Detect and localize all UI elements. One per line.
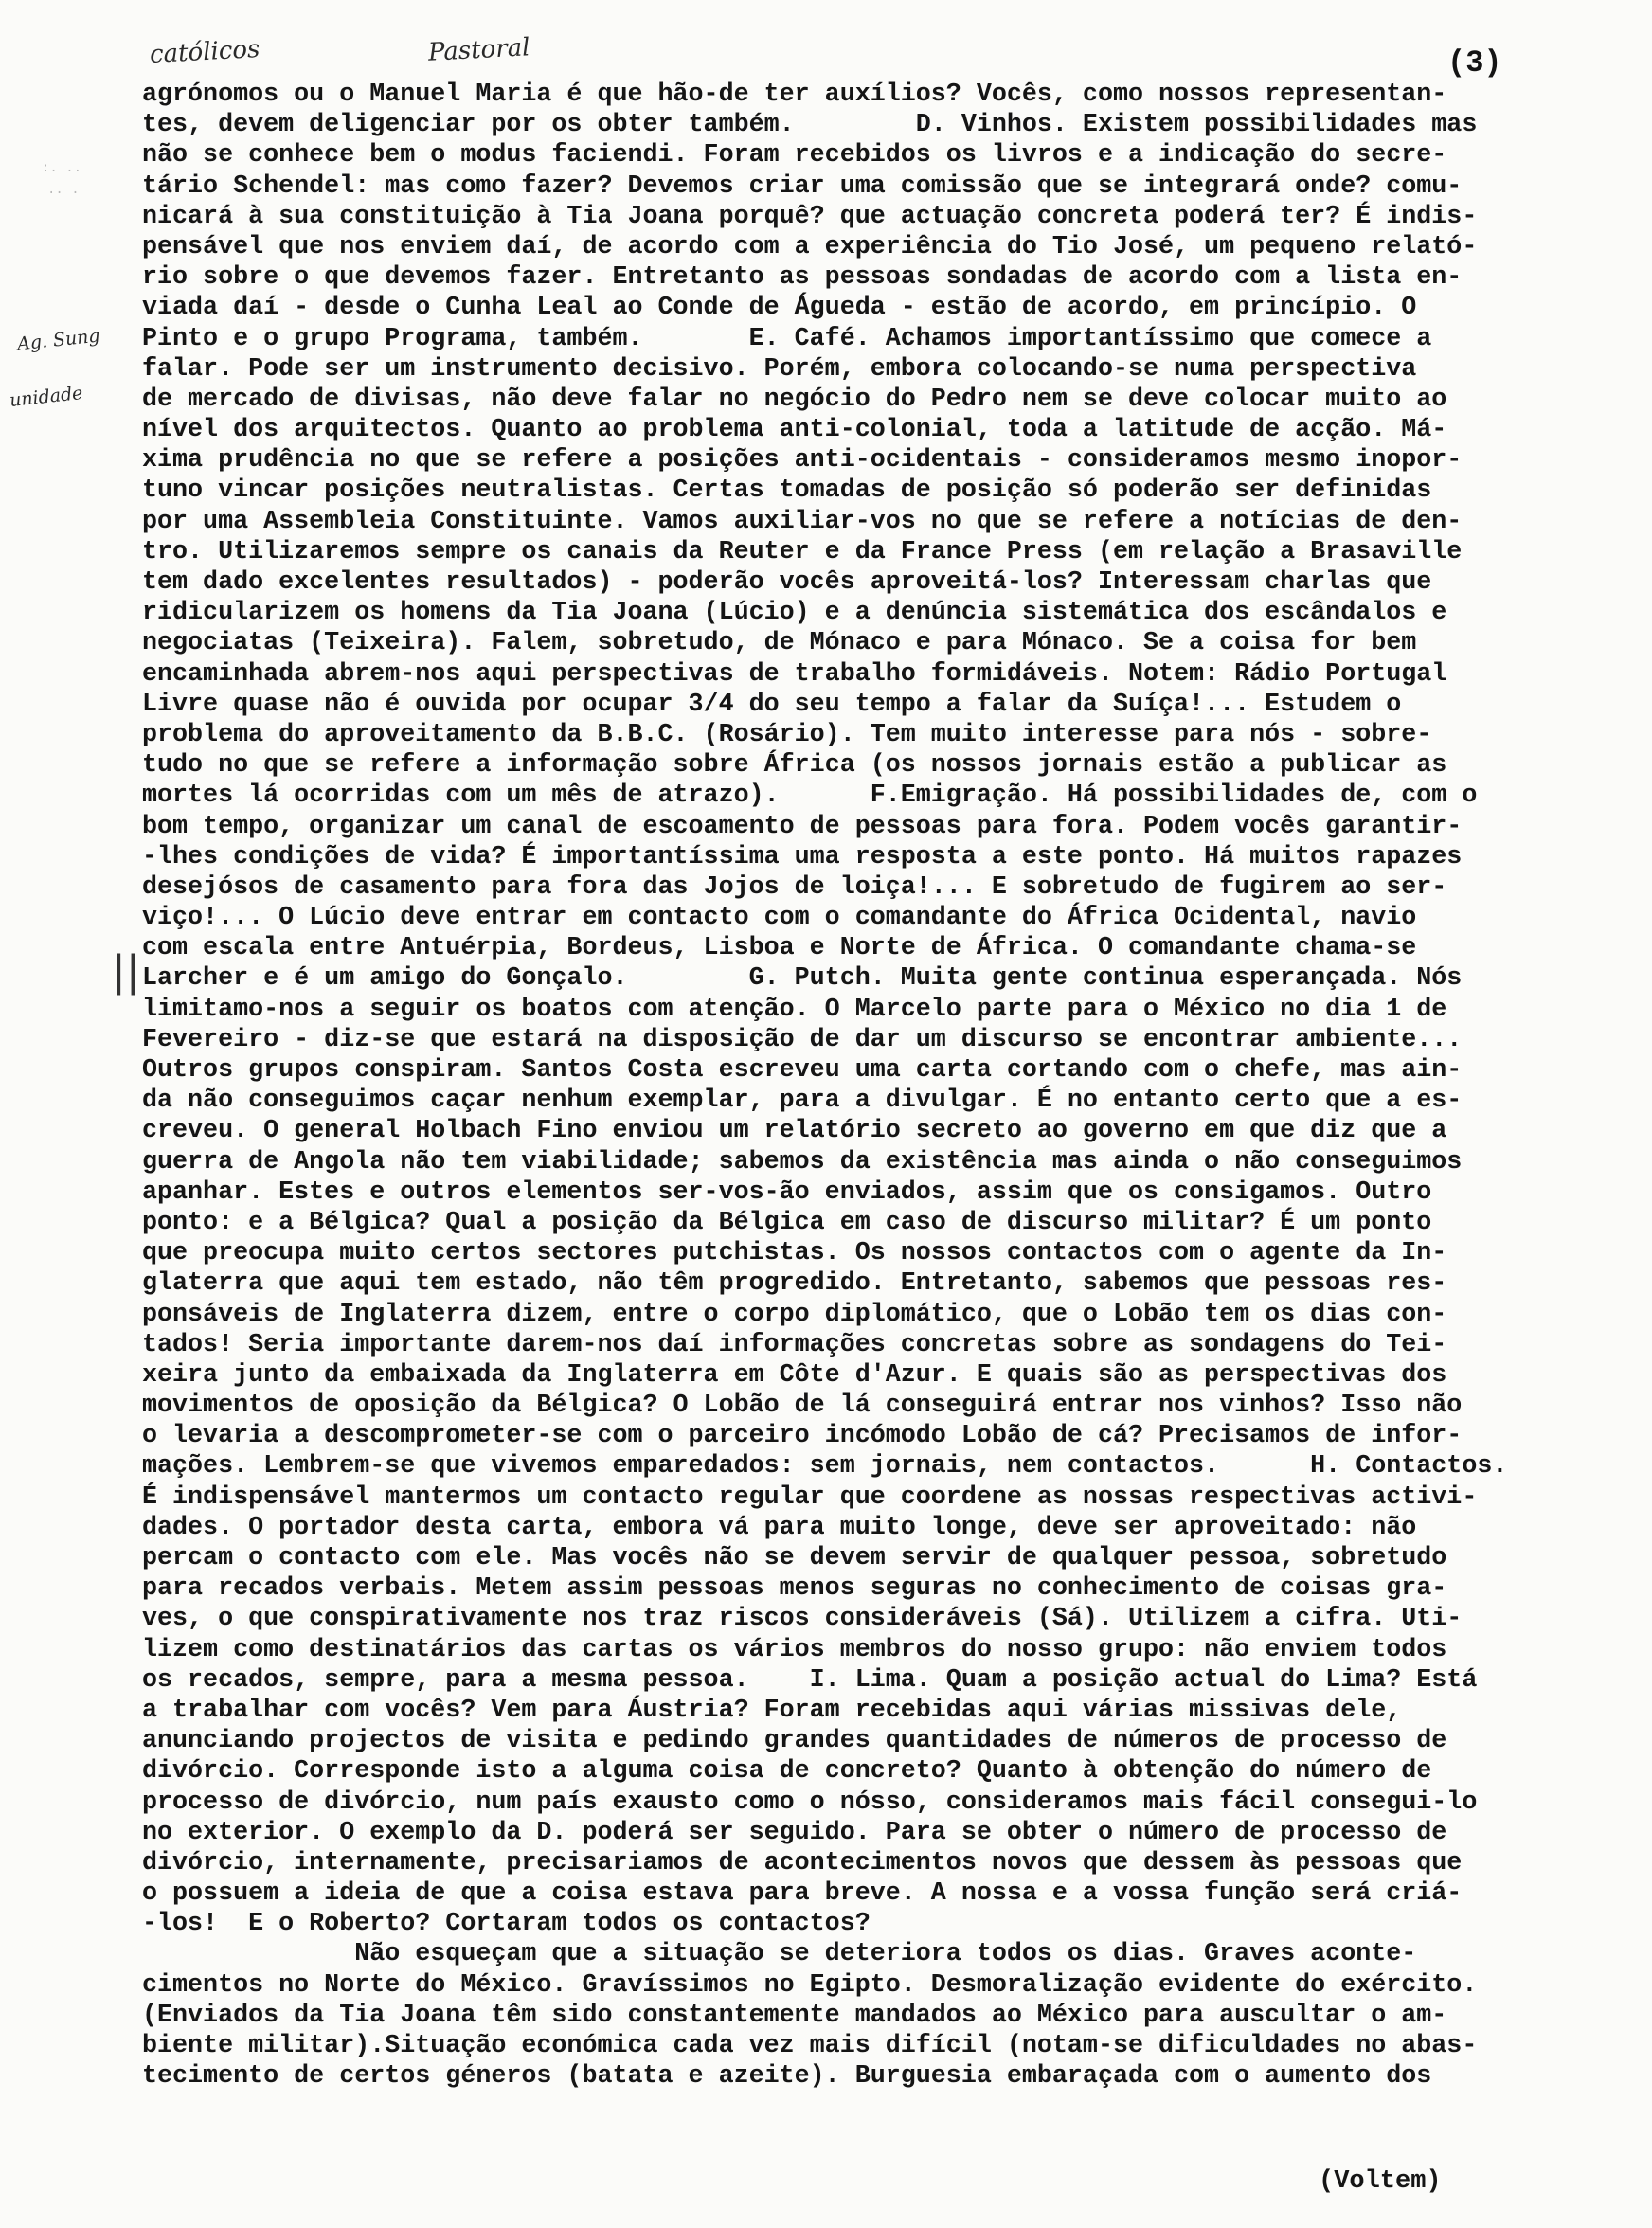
text-line: Outros grupos conspiram. Santos Costa escreveu uma carta cortando com o chefe, mas ain- (142, 1056, 1463, 1085)
text-line: -los! E o Roberto? Cortaram todos os contactos? (142, 1910, 871, 1939)
page-number: (3) (1447, 45, 1502, 81)
text-line: biente militar).Situação económica cada vez mais difícil (notam-se dificuldades no abas- (142, 2032, 1478, 2060)
text-line: nicará à sua constituição à Tia Joana porquê? que actuação concreta poderá ter? É indis- (142, 202, 1478, 231)
text-line: ponsáveis de Inglaterra dizem, entre o corpo diplomático, que o Lobão tem os dias con- (142, 1300, 1447, 1329)
text-line: Livre quase não é ouvida por ocupar 3/4 do seu tempo a falar da Suíça!... Estudem o (142, 690, 1402, 719)
text-line: não se conhece bem o modus faciendi. Foram recebidos os livros e a indicação do secre- (142, 141, 1447, 171)
text-line: tecimento de certos géneros (batata e azeite). Burguesia embaraçada com o aumento dos (142, 2062, 1432, 2092)
handwritten-annotation-pastoral: Pastoral (427, 33, 531, 67)
text-line: falar. Pode ser um instrumento decisivo. Porém, embora colocando-se numa perspectiva (142, 354, 1417, 384)
text-line: Não esqueçam que a situação se deteriora todos os dias. Graves aconte- (142, 1940, 1417, 1969)
text-line: divórcio. Corresponde isto a alguma coisa de concreto? Quanto à obtenção do número de (142, 1757, 1432, 1787)
margin-note: Ag. Sung (16, 325, 101, 355)
handwritten-annotation-catolicos: católicos (149, 34, 261, 70)
typed-letter-body (142, 80, 1582, 2092)
text-line: viada daí - desde o Cunha Leal ao Conde de Águeda - estão de acordo, em princípio. O (142, 294, 1417, 323)
text-line: o levaria a descomprometer-se com o parceiro incómodo Lobão de cá? Precisamos de infor- (142, 1422, 1463, 1451)
faint-bleed-mark: ·· · (47, 186, 80, 201)
text-line: Larcher e é um amigo do Gonçalo. G. Putch. Muita gente continua esperançada. Nós (142, 964, 1463, 994)
text-line: glaterra que aqui tem estado, não têm progredido. Entretanto, sabemos que pessoas res- (142, 1269, 1447, 1299)
text-line: que preocupa muito certos sectores putchistas. Os nossos contactos com o agente da In- (142, 1239, 1447, 1268)
text-line: ves, o que conspirativamente nos traz riscos consideráveis (Sá). Utilizem a cifra. Uti- (142, 1605, 1463, 1634)
text-line: mações. Lembrem-se que vivemos emparedados: sem jornais, nem contactos. H. Contactos. (142, 1452, 1508, 1482)
text-line: da não conseguimos caçar nenhum exemplar, para a divulgar. É no entanto certo que a es- (142, 1087, 1463, 1116)
text-line: -lhes condições de vida? É importantíssima uma resposta a este ponto. Há muitos rapazes (142, 842, 1463, 871)
faint-bleed-mark: :. .. (42, 161, 82, 176)
text-line: tário Schendel: mas como fazer? Devemos criar uma comissão que se integrará onde? comu- (142, 171, 1463, 201)
text-line: pensável que nos enviem daí, de acordo com a experiência do Tio José, um pequeno relató- (142, 232, 1478, 261)
text-line: movimentos de oposição da Bélgica? O Lobão de lá conseguirá entrar nos vinhos? Isso não (142, 1392, 1463, 1421)
closing-note: (Voltem) (1319, 2167, 1442, 2196)
text-line: limitamo-nos a seguir os boatos com atenção. O Marcelo parte para o México no dia 1 de (142, 995, 1447, 1024)
text-line: dades. O portador desta carta, embora vá para muito longe, deve ser aproveitado: não (142, 1513, 1417, 1542)
text-line: no exterior. O exemplo da D. poderá ser seguido. Para se obter o número de processo de (142, 1818, 1447, 1847)
text-line: creveu. O general Holbach Fino enviou um relatório secreto ao governo em que diz que a (142, 1117, 1447, 1146)
text-line: anunciando projectos de visita e pedindo grandes quantidades de números de processo de (142, 1727, 1447, 1756)
text-line: tem dado excelentes resultados) - poderão vocês aproveitá-los? Interessam charlas que (142, 568, 1432, 597)
text-line: rio sobre o que devemos fazer. Entretanto as pessoas sondadas de acordo com a lista en- (142, 263, 1463, 293)
text-line: tro. Utilizaremos sempre os canais da Reuter e da France Press (em relação a Brasaville (142, 537, 1463, 566)
text-line: mortes lá ocorridas com um mês de atrazo). F.Emigração. Há possibilidades de, com o (142, 782, 1478, 811)
text-line: com escala entre Antuérpia, Bordeus, Lisboa e Norte de África. O comandante chama-se (142, 934, 1417, 963)
text-line: guerra de Angola não tem viabilidade; sabemos da existência mas ainda o não conseguimos (142, 1147, 1463, 1177)
text-line: processo de divórcio, num país exausto como o nósso, consideramos mais fácil consegui-lo (142, 1788, 1478, 1817)
text-line: o possuem a ideia de que a coisa estava para breve. A nossa e a vossa função será criá- (142, 1879, 1463, 1909)
text-line: encaminhada abrem-nos aqui perspectivas de trabalho formidáveis. Notem: Rádio Portugal (142, 659, 1447, 689)
text-line: de mercado de divisas, não deve falar no negócio do Pedro nem se deve colocar muito ao (142, 385, 1447, 414)
text-line: problema do aproveitamento da B.B.C. (Rosário). Tem muito interesse para nós - sobre- (142, 720, 1432, 749)
text-line: tados! Seria importante darem-nos daí informações concretas sobre as sondagens do Tei- (142, 1330, 1447, 1359)
text-line: lizem como destinatários das cartas os vários membros do nosso grupo: não enviem todos (142, 1635, 1447, 1664)
text-line: para recados verbais. Metem assim pessoas menos seguras no conhecimento de coisas gra- (142, 1574, 1447, 1604)
text-line: nível dos arquitectos. Quanto ao problema anti-colonial, toda a latitude de acção. Má- (142, 416, 1447, 445)
text-line: a trabalhar com vocês? Vem para Áustria? Foram recebidas aqui várias missivas dele, (142, 1696, 1402, 1725)
text-line: tes, devem deligenciar por os obter também. D. Vinhos. Existem possibilidades mas (142, 111, 1478, 140)
text-line: É indispensável mantermos um contacto regular que coordene as nossas respectivas activi- (142, 1482, 1478, 1512)
text-line: agrónomos ou o Manuel Maria é que hão-de ter auxílios? Vocês, como nossos representan- (142, 81, 1447, 109)
text-line: xima prudência no que se refere a posições anti-ocidentais - consideramos mesmo inopor- (142, 446, 1463, 476)
text-line: desejósos de casamento para fora das Jojos de loiça!... E sobretudo de fugirem ao ser- (142, 872, 1447, 902)
text-line: xeira junto da embaixada da Inglaterra em Côte d'Azur. E quais são as perspectivas dos (142, 1360, 1447, 1390)
text-line: ponto: e a Bélgica? Qual a posição da Bélgica em caso de discurso militar? É um ponto (142, 1208, 1432, 1237)
text-line: bom tempo, organizar um canal de escoamento de pessoas para fora. Podem vocês garantir- (142, 812, 1463, 841)
margin-bracket-mark: || (112, 947, 140, 996)
text-line: os recados, sempre, para a mesma pessoa. I. Lima. Quam a posição actual do Lima? Está (142, 1665, 1478, 1695)
text-line: (Enviados da Tia Joana têm sido constantemente mandados ao México para auscultar o am- (142, 2001, 1447, 2030)
text-line: divórcio, internamente, precisariamos de acontecimentos novos que dessem às pessoas que (142, 1848, 1463, 1878)
text-line: viço!... O Lúcio deve entrar em contacto com o comandante do África Ocidental, navio (142, 904, 1417, 933)
text-line: ridicularizem os homens da Tia Joana (Lúcio) e a denúncia sistemática dos escândalos e (142, 599, 1447, 628)
text-line: negociatas (Teixeira). Falem, sobretudo, de Mónaco e para Mónaco. Se a coisa for bem (142, 629, 1417, 658)
text-line: cimentos no Norte do México. Gravíssimos no Egipto. Desmoralização evidente do exército. (142, 1970, 1478, 2000)
text-line: apanhar. Estes e outros elementos ser-vos-ão enviados, assim que os consigamos. Outro (142, 1177, 1432, 1207)
text-line: Fevereiro - diz-se que estará na disposição de dar um discurso se encontrar ambiente... (142, 1025, 1463, 1054)
text-line: percam o contacto com ele. Mas vocês não se devem servir de qualquer pessoa, sobretudo (142, 1544, 1447, 1572)
text-line: Pinto e o grupo Programa, também. E. Café. Achamos importantíssimo que comece a (142, 324, 1432, 353)
margin-note: unidade (9, 383, 84, 411)
text-line: tuno vincar posições neutralistas. Certas tomadas de posição só poderão ser definidas (142, 476, 1432, 506)
text-line: tudo no que se refere a informação sobre África (os nossos jornais estão a publicar as (142, 751, 1447, 781)
text-line: por uma Assembleia Constituinte. Vamos auxiliar-vos no que se refere a notícias de den- (142, 507, 1463, 536)
